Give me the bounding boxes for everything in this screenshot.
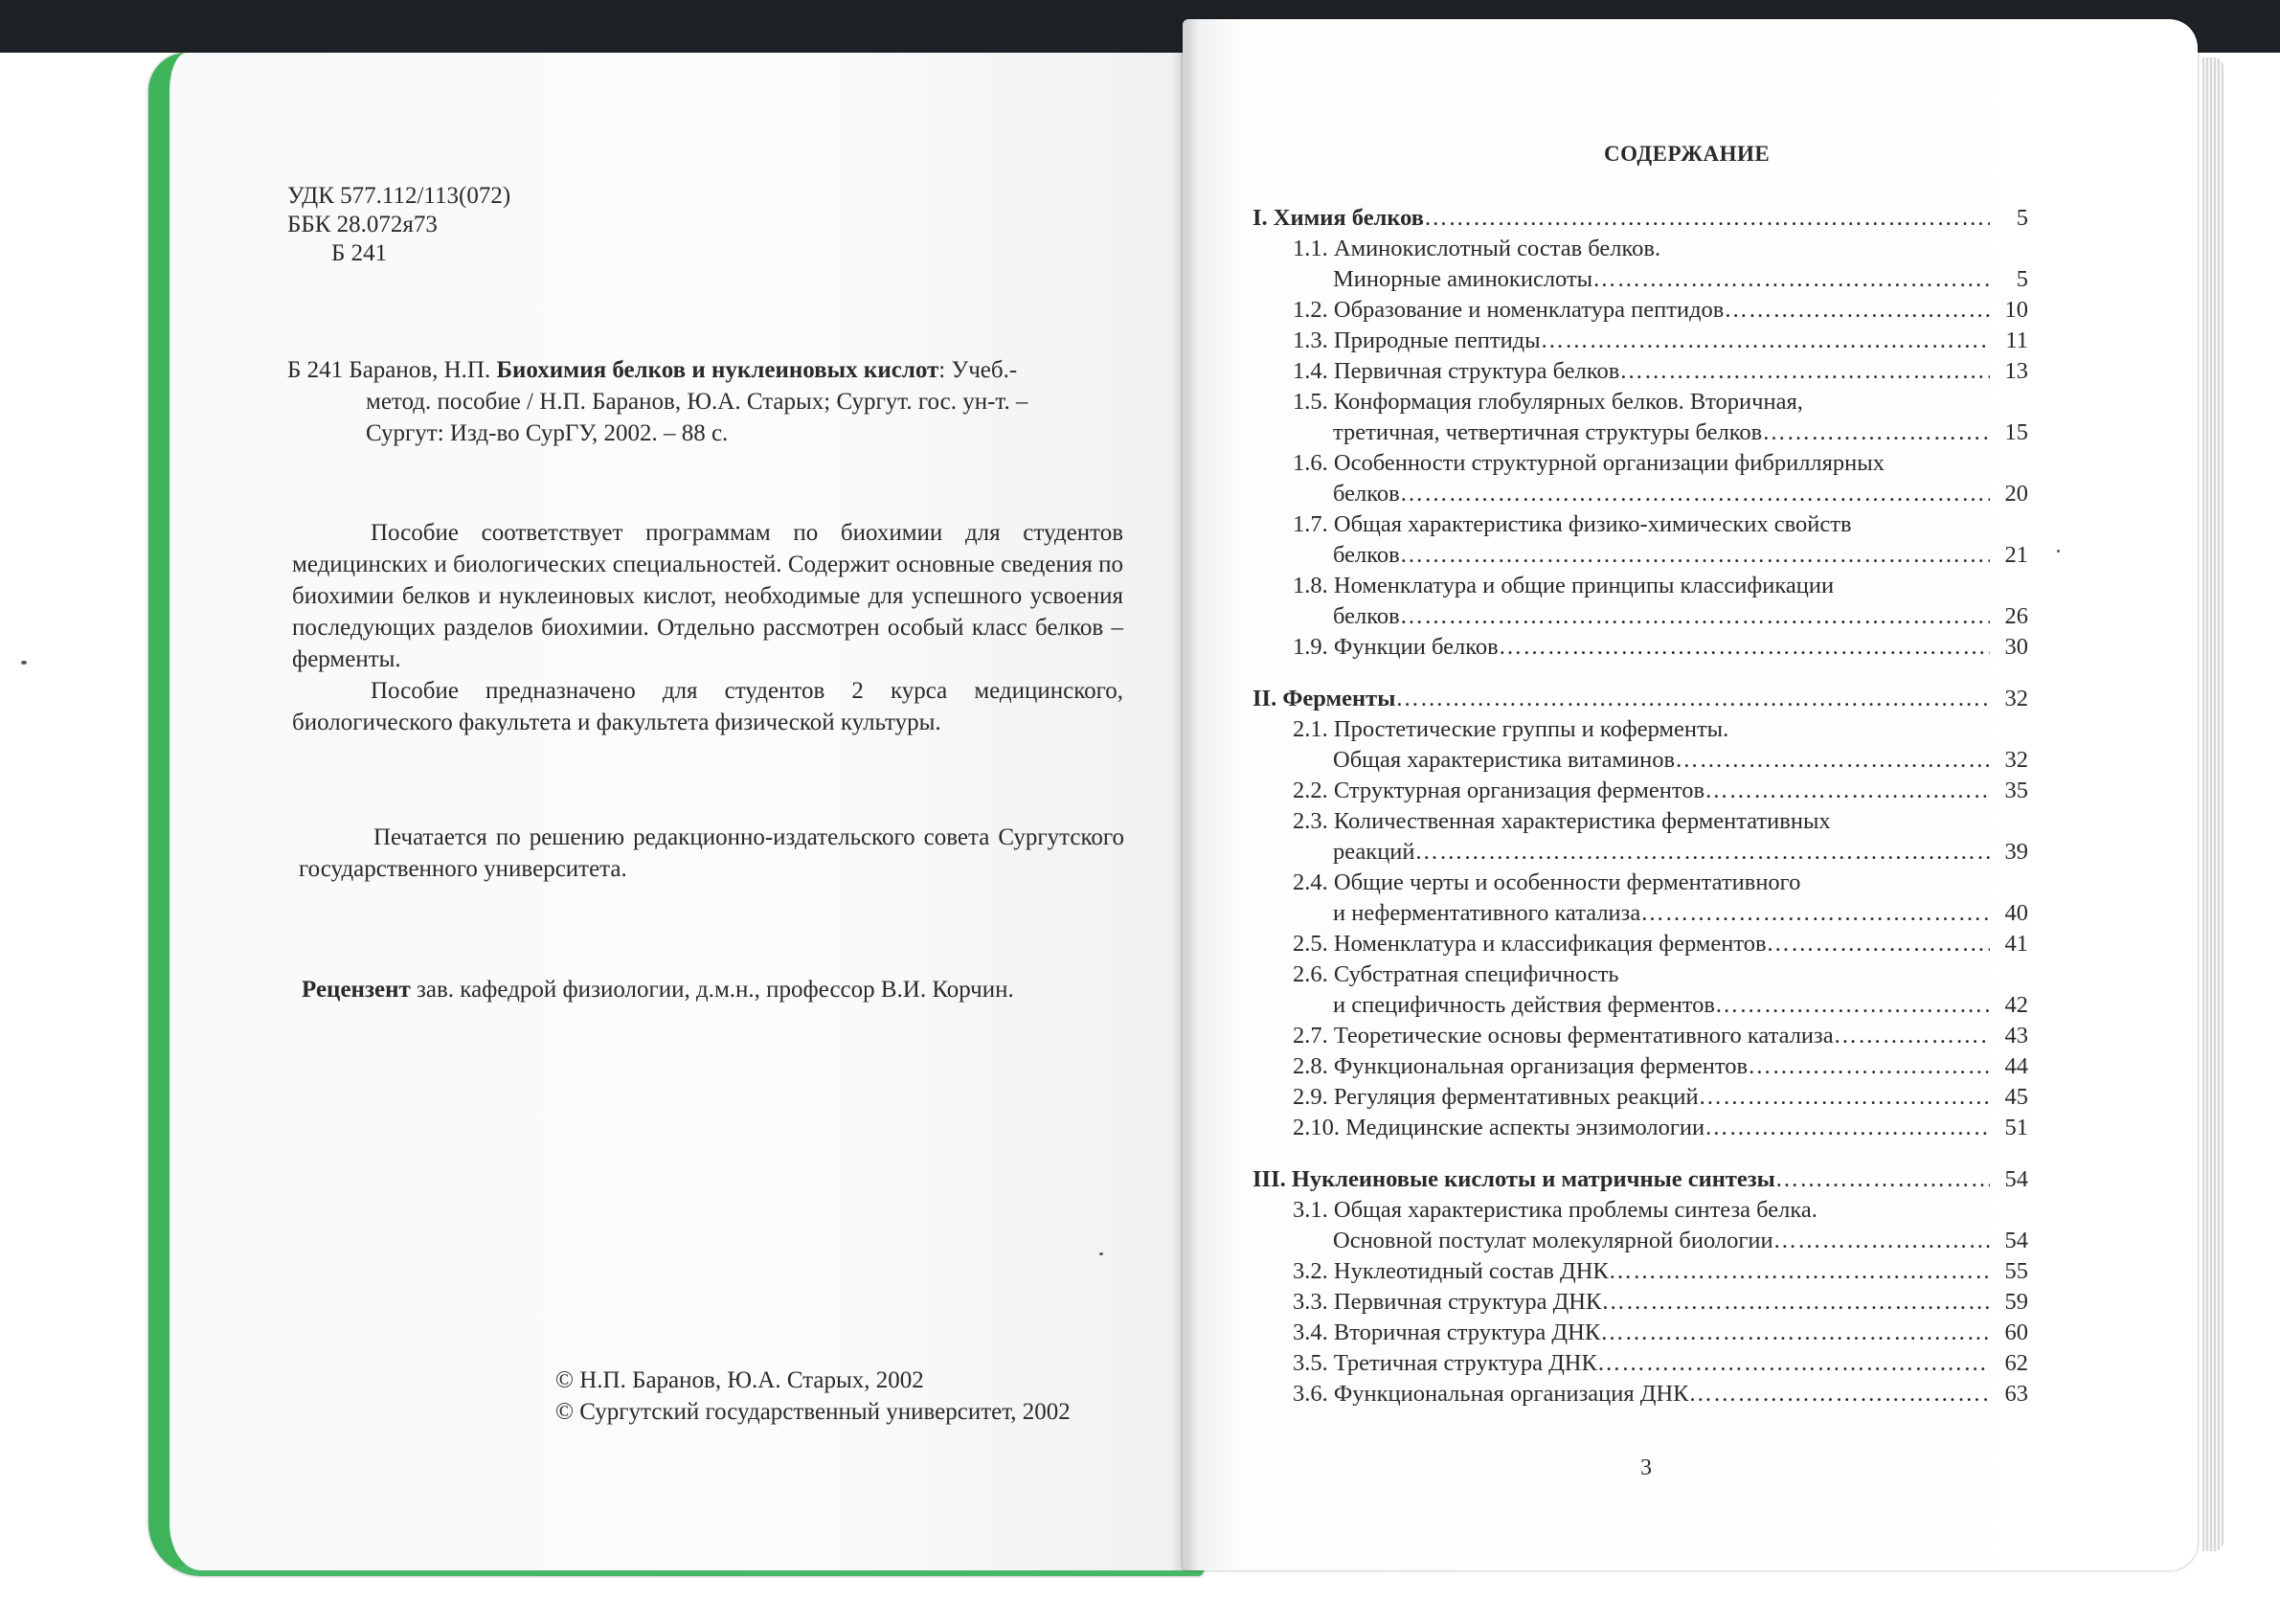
toc-entry-text: Общая характеристика витаминов: [1333, 747, 1676, 773]
toc-entry-line: [1333, 601, 1990, 632]
toc-entry-text: 2.4. Общие черты и особенности ферментативного: [1293, 869, 1801, 895]
toc-entry-line: [1293, 632, 1990, 663]
left-page: [148, 53, 1204, 1576]
toc-entry-line: [1333, 1226, 1990, 1256]
biblio-line-3: Сургут: Изд-во СурГУ, 2002. – 88 с.: [366, 420, 729, 446]
biblio-author: Б 241 Баранов, Н.П.: [287, 357, 497, 383]
page-stack-edge: [2202, 57, 2224, 1551]
toc-page-number: 26: [2004, 603, 2028, 629]
toc-entry-line: [1333, 837, 1990, 868]
bibliographic-entry: [287, 354, 1130, 449]
toc-page-number: 63: [2004, 1381, 2028, 1407]
toc-page-number: 43: [2004, 1023, 2028, 1049]
toc-entry-text: 2.1. Простетические группы и коферменты.: [1293, 716, 1729, 742]
toc-entry: [1253, 1256, 2028, 1287]
toc-entry: [1253, 601, 2028, 632]
toc-entry-line: [1333, 745, 1990, 776]
toc-entry: [1253, 1287, 2028, 1318]
biblio-line-2: метод. пособие / Н.П. Баранов, Ю.А. Старых; Сургут. гос. ун-т. –: [366, 389, 1028, 415]
toc-entry-text: реакций: [1333, 839, 1415, 865]
toc-entry-text: 3.4. Вторичная структура ДНК: [1293, 1320, 1601, 1345]
reviewer-text: зав. кафедрой физиологии, д.м.н., профессор В.И. Корчин.: [410, 977, 1014, 1003]
toc-entry: [1253, 571, 2028, 601]
toc-page-number: 55: [2004, 1258, 2028, 1284]
toc-entry-text: 3.1. Общая характеристика проблемы синтеза белка.: [1293, 1197, 1817, 1223]
toc-entry: [1253, 509, 2028, 540]
toc-entry: [1253, 1379, 2028, 1410]
toc-leader-dots: [1592, 264, 1990, 295]
toc-section: [1253, 203, 2028, 234]
toc-entry: [1253, 1113, 2028, 1143]
toc-entry: [1253, 417, 2028, 448]
toc-leader-dots: [1704, 1113, 1990, 1143]
toc-leader-dots: [1640, 898, 1990, 929]
toc-entry-text: I. Химия белков: [1253, 205, 1424, 231]
toc-leader-dots: [1541, 326, 1990, 356]
toc-entry-text: 3.3. Первичная структура ДНК: [1293, 1289, 1602, 1315]
toc-page-number: 30: [2004, 634, 2028, 660]
publishing-council-note: [299, 822, 1124, 885]
toc-entry-line: [1253, 1164, 1990, 1195]
toc-entry: [1253, 868, 2028, 898]
toc-leader-dots: [1415, 837, 1990, 868]
udk-code: УДК 577.112/113(072): [287, 183, 511, 209]
toc-entry-text: 1.3. Природные пептиды: [1293, 327, 1541, 353]
toc-entry-line: [1253, 203, 1990, 234]
toc-entry-line: [1293, 776, 1990, 806]
toc-page-number: 5: [2016, 266, 2028, 292]
toc-entry: [1253, 990, 2028, 1021]
toc-entry-line: [1253, 684, 1990, 714]
toc-leader-dots: [1748, 1051, 1990, 1082]
biblio-type: : Учеб.-: [938, 357, 1018, 383]
toc-page-number: 45: [2004, 1084, 2028, 1110]
toc-entry-line: [1293, 295, 1990, 326]
toc-leader-dots: [1699, 1082, 1990, 1113]
toc-entry-text: 1.1. Аминокислотный состав белков.: [1293, 236, 1661, 261]
toc-entry-text: 3.5. Третичная структура ДНК: [1293, 1350, 1597, 1376]
toc-entry: [1253, 776, 2028, 806]
toc-entry-text: и неферментативного катализа: [1333, 900, 1641, 926]
toc-page-number: 51: [2004, 1115, 2028, 1140]
toc-page-number: 59: [2004, 1289, 2028, 1315]
toc-entry: [1253, 264, 2028, 295]
toc-leader-dots: [1600, 1318, 1990, 1348]
toc-entry-line: [1293, 1021, 1990, 1051]
toc-entry-line: [1293, 326, 1990, 356]
toc-entry: [1253, 837, 2028, 868]
toc-page-number: 41: [2004, 931, 2028, 957]
toc-page-number: 54: [2004, 1228, 2028, 1253]
toc-entry: [1253, 479, 2028, 509]
toc-entry: [1253, 1318, 2028, 1348]
toc-leader-dots: [1601, 1287, 1990, 1318]
toc-entry: [1253, 387, 2028, 417]
toc-entry-text: 2.5. Номенклатура и классификация ферментов: [1293, 931, 1767, 957]
toc-page-number: 11: [2005, 327, 2028, 353]
toc-entry-line: [1333, 417, 1990, 448]
toc-entry-text: 1.4. Первичная структура белков: [1293, 358, 1620, 384]
toc-entry: [1253, 295, 2028, 326]
toc-entry-text: белков: [1333, 481, 1400, 507]
book-title: Биохимия белков и нуклеиновых кислот: [496, 357, 939, 383]
toc-spacer: [1253, 663, 2028, 684]
copyright-block: [555, 1365, 1168, 1428]
table-of-contents: [1253, 203, 2028, 1410]
toc-spacer: [1253, 1143, 2028, 1164]
toc-page-number: 39: [2004, 839, 2028, 865]
toc-leader-dots: [1499, 632, 1990, 663]
toc-page-number: 62: [2004, 1350, 2028, 1376]
toc-entry: [1253, 326, 2028, 356]
toc-leader-dots: [1704, 776, 1990, 806]
toc-entry-text: 2.9. Регуляция ферментативных реакций: [1293, 1084, 1699, 1110]
bbk-code: ББК 28.072я73: [287, 212, 438, 237]
toc-page-number: 40: [2004, 900, 2028, 926]
toc-entry-text: белков: [1333, 603, 1400, 629]
toc-entry-text: II. Ферменты: [1253, 686, 1396, 711]
toc-entry-text: 1.9. Функции белков: [1293, 634, 1499, 660]
biblio-line-1: [287, 354, 1130, 386]
toc-entry-text: 3.6. Функциональная организация ДНК: [1293, 1381, 1689, 1407]
toc-entry-text: 1.6. Особенности структурной организации фибриллярных: [1293, 450, 1885, 476]
scan-speck: [21, 661, 27, 665]
toc-entry: [1253, 1021, 2028, 1051]
toc-entry: [1253, 714, 2028, 745]
toc-entry-text: и специфичность действия ферментов: [1333, 992, 1715, 1018]
toc-entry: [1253, 1051, 2028, 1082]
toc-entry: [1253, 1226, 2028, 1256]
toc-leader-dots: [1775, 1164, 1990, 1195]
toc-leader-dots: [1834, 1021, 1990, 1051]
reviewer-line: [302, 974, 1144, 1005]
toc-entry-line: [1293, 1318, 1990, 1348]
toc-page-number: 20: [2004, 481, 2028, 507]
toc-leader-dots: [1400, 540, 1990, 571]
toc-entry-line: [1293, 1348, 1990, 1379]
toc-entry: [1253, 356, 2028, 387]
toc-entry-text: 2.6. Субстратная специфичность: [1293, 961, 1619, 987]
toc-entry-text: Минорные аминокислоты: [1333, 266, 1593, 292]
toc-leader-dots: [1675, 745, 1990, 776]
toc-entry-line: [1333, 990, 1990, 1021]
toc-entry-text: 2.7. Теоретические основы ферментативного катализа: [1293, 1023, 1834, 1049]
toc-leader-dots: [1400, 601, 1990, 632]
toc-entry-line: [1333, 540, 1990, 571]
toc-entry-line: [1293, 356, 1990, 387]
toc-entry-line: [1333, 479, 1990, 509]
toc-leader-dots: [1400, 479, 1990, 509]
toc-leader-dots: [1715, 990, 1990, 1021]
toc-leader-dots: [1773, 1226, 1990, 1256]
toc-entry: [1253, 745, 2028, 776]
toc-page-number: 54: [2004, 1166, 2028, 1192]
copyright-university: © Сургутский государственный университет, 2002: [555, 1399, 1071, 1425]
toc-entry: [1253, 806, 2028, 837]
toc-title: СОДЕРЖАНИЕ: [1604, 142, 1771, 166]
toc-section: [1253, 1164, 2028, 1195]
toc-entry-text: III. Нуклеиновые кислоты и матричные синтезы: [1253, 1166, 1775, 1192]
toc-entry-line: [1333, 264, 1990, 295]
toc-entry: [1253, 1082, 2028, 1113]
toc-leader-dots: [1395, 684, 1990, 714]
toc-entry-line: [1293, 1051, 1990, 1082]
toc-entry: [1253, 929, 2028, 959]
toc-page-number: 32: [2004, 747, 2028, 773]
toc-entry: [1253, 898, 2028, 929]
toc-entry-text: 2.3. Количественная характеристика ферментативных: [1293, 808, 1831, 834]
toc-entry-text: Основной постулат молекулярной биологии: [1333, 1228, 1773, 1253]
toc-leader-dots: [1724, 295, 1990, 326]
toc-entry-line: [1293, 1113, 1990, 1143]
book-gutter: [1171, 19, 1200, 1570]
toc-entry-line: [1293, 929, 1990, 959]
toc-page-number: 60: [2004, 1320, 2028, 1345]
toc-entry-text: 2.10. Медицинские аспекты энзимологии: [1293, 1115, 1705, 1140]
toc-entry-line: [1293, 1256, 1990, 1287]
toc-entry-text: белков: [1333, 542, 1400, 568]
toc-entry: [1253, 959, 2028, 990]
toc-page-number: 10: [2004, 297, 2028, 323]
toc-entry-text: 1.7. Общая характеристика физико-химических свойств: [1293, 511, 1852, 537]
toc-leader-dots: [1424, 203, 1990, 234]
toc-entry: [1253, 1195, 2028, 1226]
toc-entry-text: 1.2. Образование и номенклатура пептидов: [1293, 297, 1725, 323]
toc-entry-line: [1293, 1379, 1990, 1410]
toc-entry-line: [1293, 1287, 1990, 1318]
scan-speck: [2057, 550, 2060, 553]
toc-entry-line: [1333, 898, 1990, 929]
author-sign: Б 241: [331, 240, 388, 266]
toc-leader-dots: [1689, 1379, 1990, 1410]
reviewer-label: Рецензент: [302, 977, 411, 1003]
toc-page-number: 5: [2016, 205, 2028, 231]
toc-entry-text: 1.5. Конформация глобулярных белков. Вторичная,: [1293, 389, 1803, 415]
toc-entry-text: 1.8. Номенклатура и общие принципы классификации: [1293, 573, 1835, 598]
annotation-paragraph: Пособие предназначено для студентов 2 курса медицинского, биологического факультета и факультета физической культуры.: [292, 678, 1123, 735]
toc-entry: [1253, 234, 2028, 264]
toc-page-number: 15: [2004, 419, 2028, 445]
toc-page-number: 13: [2004, 358, 2028, 384]
council-text: Печатается по решению редакционно-издательского совета Сургутского государственного университета.: [299, 824, 1124, 882]
annotation: [292, 517, 1123, 738]
toc-section: [1253, 684, 2028, 714]
toc-entry: [1253, 1348, 2028, 1379]
toc-entry: [1253, 540, 2028, 571]
toc-page-number: 44: [2004, 1053, 2028, 1079]
toc-leader-dots: [1767, 929, 1990, 959]
classification-codes: [287, 182, 510, 268]
toc-page-number: 32: [2004, 686, 2028, 711]
toc-entry-line: [1293, 1082, 1990, 1113]
toc-leader-dots: [1762, 417, 1990, 448]
toc-entry: [1253, 448, 2028, 479]
annotation-paragraph: Пособие соответствует программам по биохимии для студентов медицинских и биологических специальностей. Содержит основные сведения по биохимии белков и нуклеиновых кислот, необходимые для успешного усвоения последующих разделов биохимии. Отдельно рассмотрен особый класс белков – ферменты.: [292, 520, 1123, 672]
toc-page-number: 21: [2004, 542, 2028, 568]
scan-speck: [1099, 1252, 1103, 1255]
toc-leader-dots: [1597, 1348, 1990, 1379]
toc-page-number: 42: [2004, 992, 2028, 1018]
toc-entry-text: 2.8. Функциональная организация ферментов: [1293, 1053, 1749, 1079]
toc-page-number: 35: [2004, 778, 2028, 803]
toc-entry-text: 3.2. Нуклеотидный состав ДНК: [1293, 1258, 1609, 1284]
toc-entry: [1253, 632, 2028, 663]
page-number: 3: [1640, 1455, 1652, 1480]
toc-leader-dots: [1609, 1256, 1990, 1287]
toc-entry-text: 2.2. Структурная организация ферментов: [1293, 778, 1705, 803]
toc-entry-text: третичная, четвертичная структуры белков: [1333, 419, 1763, 445]
toc-leader-dots: [1619, 356, 1990, 387]
copyright-authors: © Н.П. Баранов, Ю.А. Старых, 2002: [555, 1367, 924, 1393]
